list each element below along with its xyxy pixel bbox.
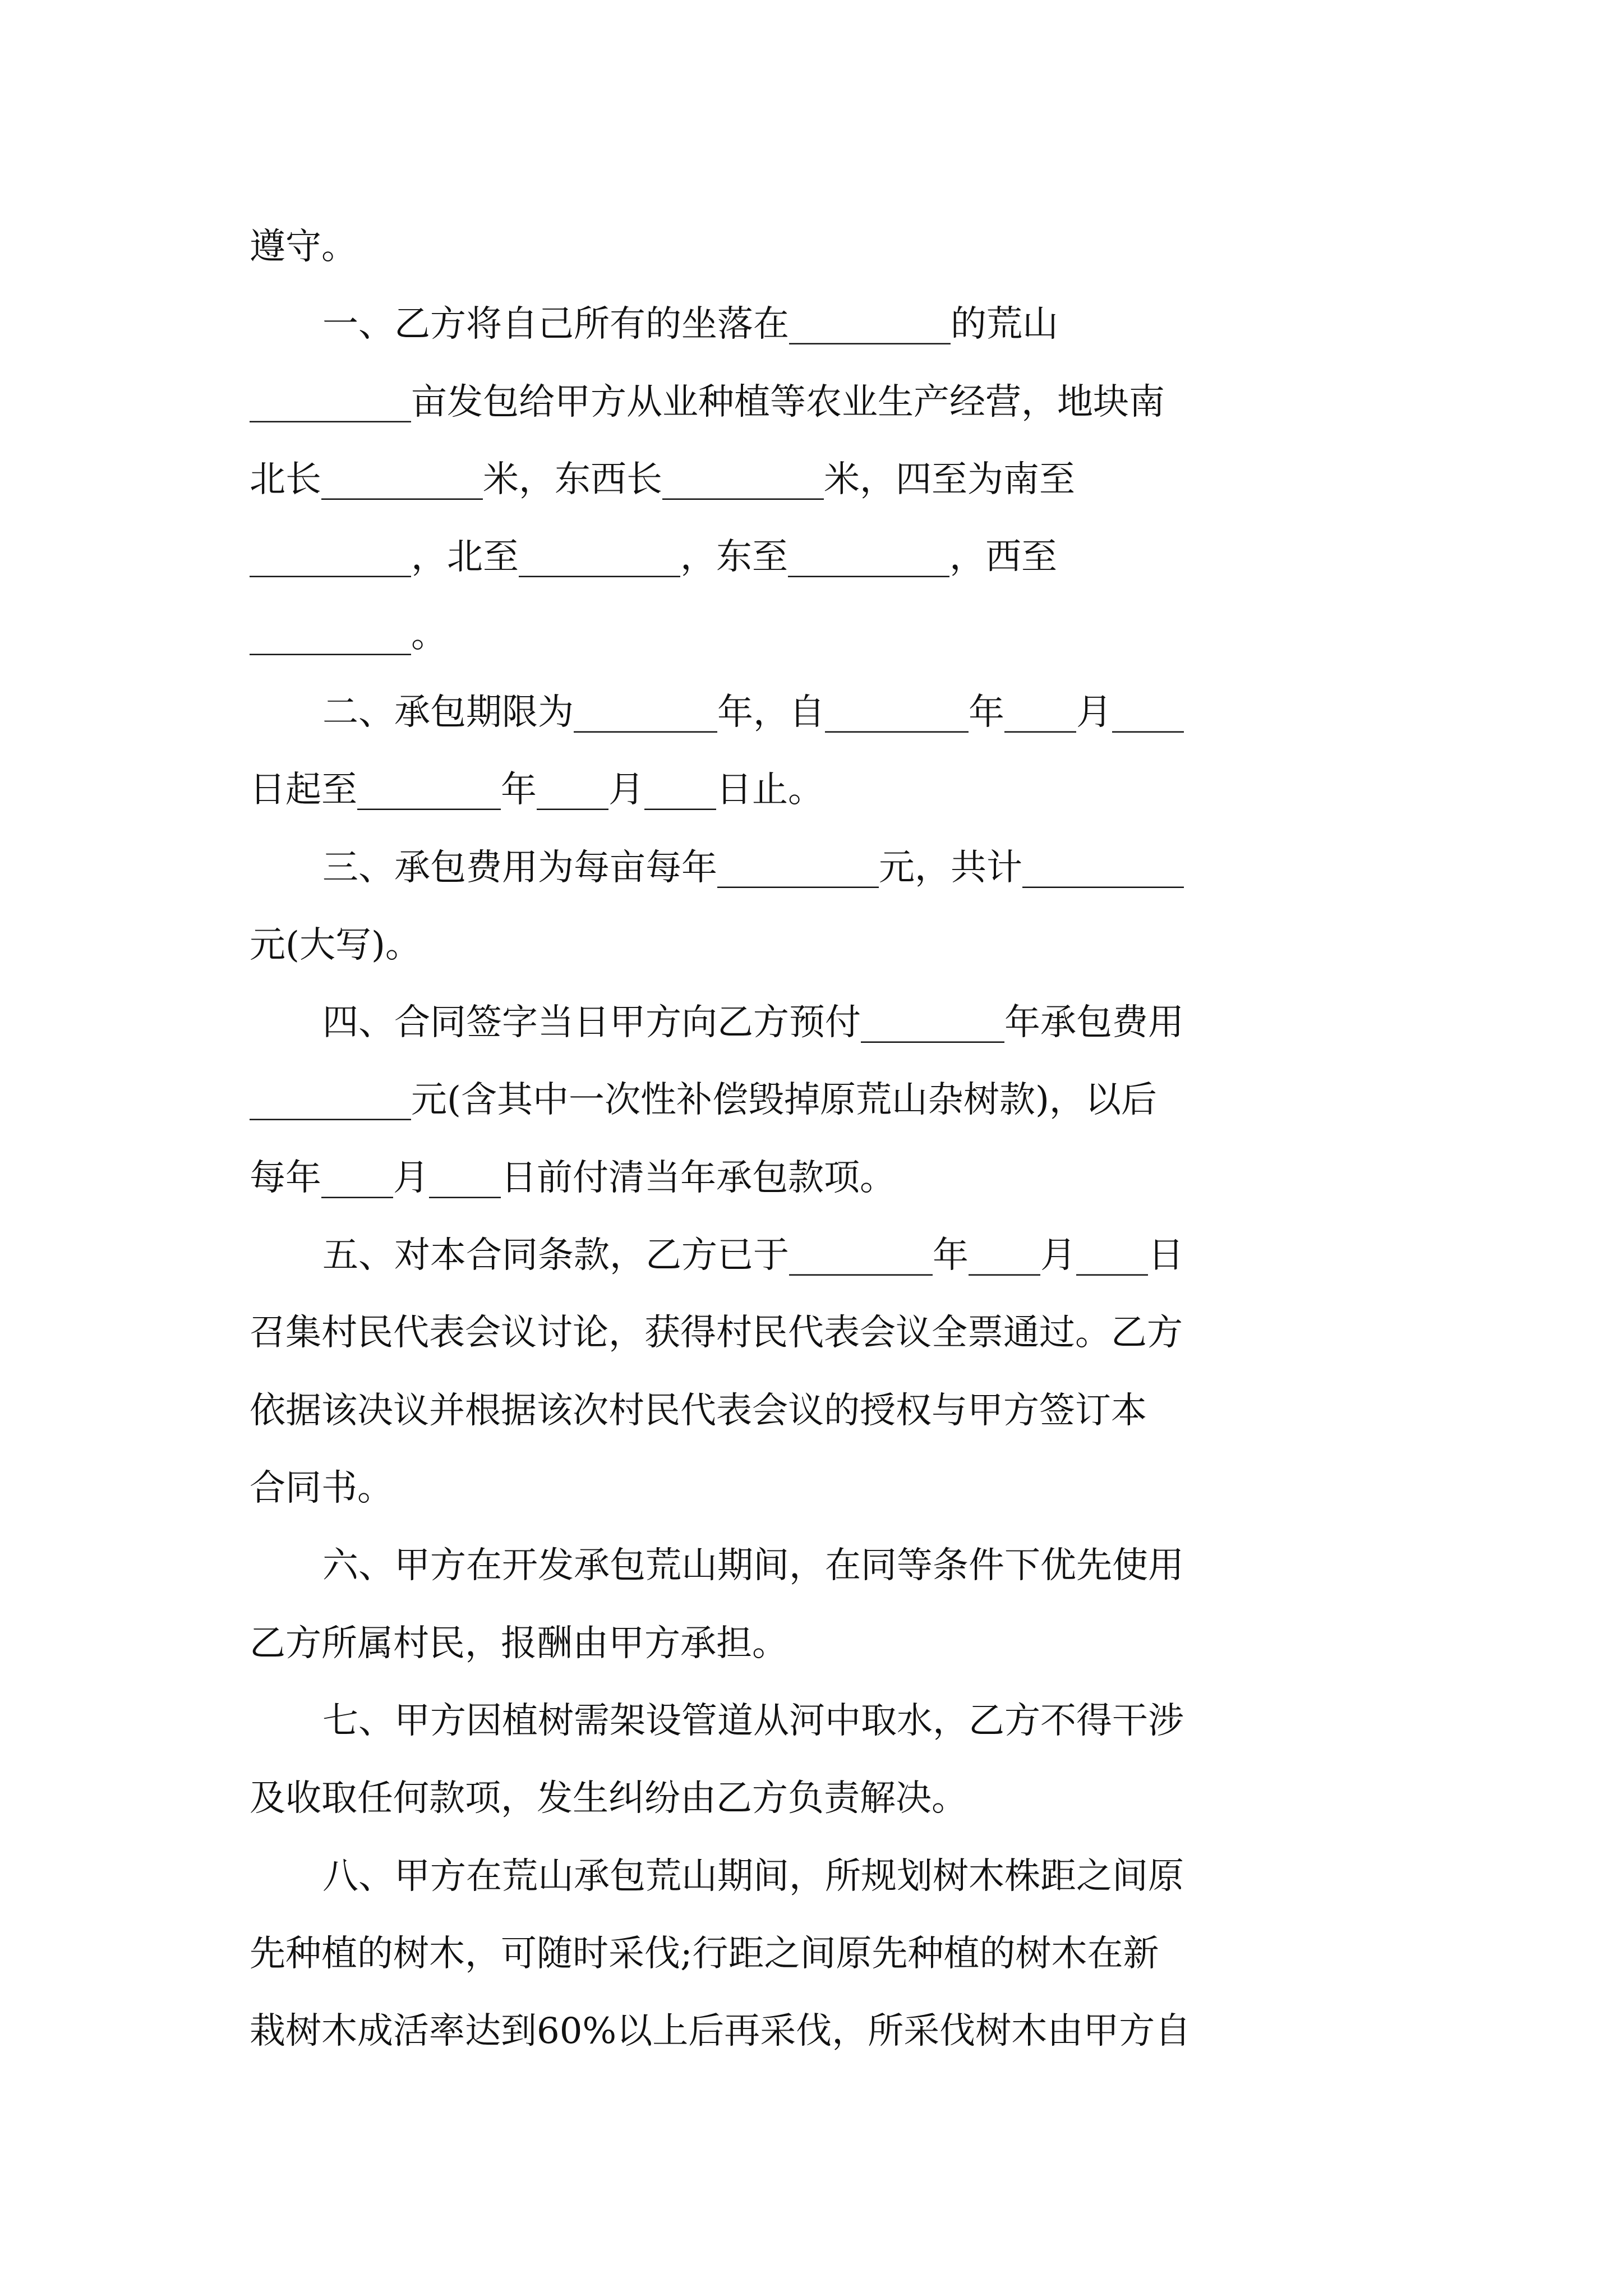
text-line-4: 北长_________米，东西长_________米，四至为南至 [250,459,1075,500]
text-line-2: 一、乙方将自己所有的坐落在_________的荒山 [322,303,1058,345]
text-line-21: 及收取任何款项，发生纠纷由乙方负责解决。 [250,1778,967,1819]
text-line-17: 合同书。 [250,1467,393,1509]
text-line-14: 五、对本合同条款，乙方已于________年____月____日 [322,1235,1184,1276]
text-line-23: 先种植的树木，可随时采伐;行距之间原先种植的树木在新 [250,1933,1159,1975]
text-line-8: 日起至________年____月____日止。 [250,769,824,811]
text-line-20: 七、甲方因植树需架设管道从河中取水，乙方不得干涉 [322,1700,1184,1742]
text-line-6: _________。 [250,614,447,656]
text-line-11: 四、合同签字当日甲方向乙方预付________年承包费用 [322,1002,1184,1043]
text-line-1: 遵守。 [250,226,357,268]
text-line-24: 栽树木成活率达到60%以上后再采伐，所采伐树木由甲方自 [250,2010,1191,2052]
text-line-19: 乙方所属村民，报酬由甲方承担。 [250,1623,788,1664]
text-line-16: 依据该决议并根据该次村民代表会议的授权与甲方签订本 [250,1390,1147,1432]
text-line-7: 二、承包期限为________年，自________年____月____ [322,692,1184,733]
text-line-9: 三、承包费用为每亩每年_________元，共计_________ [322,847,1184,889]
text-line-22: 八、甲方在荒山承包荒山期间，所规划树木株距之间原 [322,1856,1184,1897]
text-line-15: 召集村民代表会议讨论，获得村民代表会议全票通过。乙方 [250,1312,1183,1354]
text-line-5: _________，北至_________，东至_________，西至 [250,536,1057,578]
text-line-10: 元(大写)。 [250,924,421,966]
text-line-12: _________元(含其中一次性补偿毁掉原荒山杂树款)，以后 [250,1079,1157,1121]
text-line-18: 六、甲方在开发承包荒山期间，在同等条件下优先使用 [322,1545,1184,1586]
text-line-3: _________亩发包给甲方从业种植等农业生产经营，地块南 [250,381,1165,423]
text-line-13: 每年____月____日前付清当年承包款项。 [250,1157,896,1199]
